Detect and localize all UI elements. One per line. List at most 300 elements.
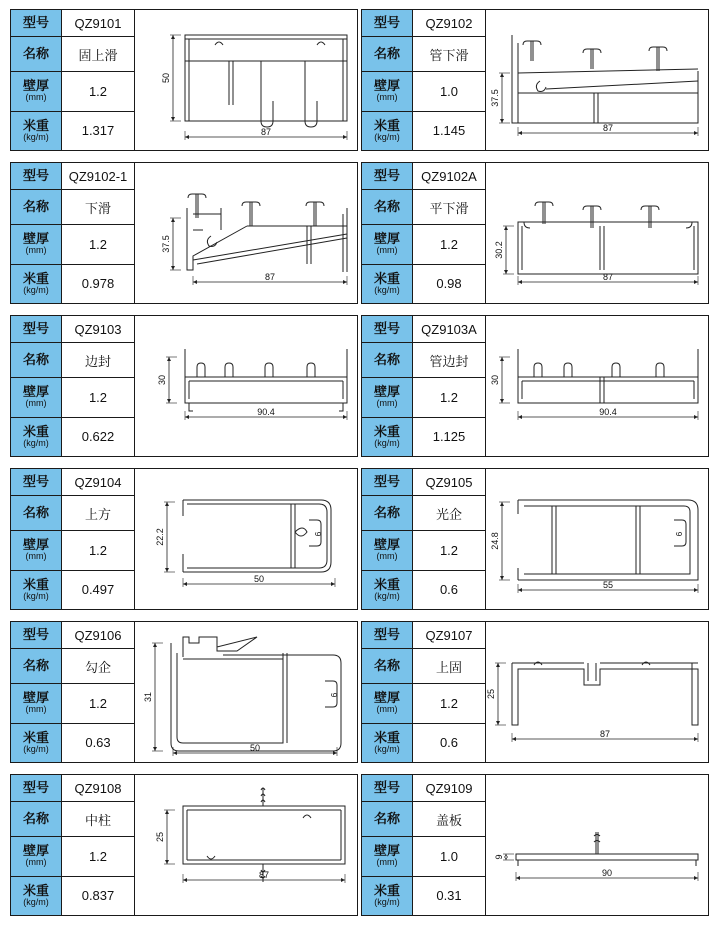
name-label [11,343,62,378]
label-weight-top: 米重 [373,423,400,439]
name-label [11,802,62,837]
name-label [362,37,413,72]
wall-thickness-value [62,224,135,264]
profile-outline [516,854,698,860]
profile-card-qz9106 [10,621,358,763]
label-model: 型号 [373,780,400,796]
clip-line [523,41,541,45]
profile-card-qz9103 [10,315,358,457]
weight-label [362,111,413,150]
profile-card-qz9101 [10,9,358,151]
label-name: 名称 [22,352,49,368]
wall-thickness-value [413,683,486,723]
wall-thickness-label [362,836,413,876]
wall: 1.2 [439,389,459,405]
profile-line [305,101,317,127]
bump-line [307,363,315,377]
name-label [362,649,413,684]
label-wall-unit: (mm) [25,704,47,715]
weight-label [362,570,413,609]
profile-line [524,222,530,228]
label-name: 名称 [373,352,400,368]
wall: 1.2 [88,83,108,99]
profile-drawing [488,623,706,761]
name: 平下滑 [429,200,469,216]
label-name: 名称 [373,46,400,62]
label-name: 名称 [22,505,49,521]
profile-drawing [488,776,706,914]
label-wall-top: 壁厚 [22,843,49,859]
label-wall-top: 壁厚 [373,537,400,553]
weight: 0.31 [436,888,462,904]
profile-drawing [137,623,355,761]
spec-table [362,469,486,609]
label-weight-unit: (kg/m) [23,590,49,601]
model-label [362,163,413,190]
dimension-label: 25 [486,688,496,700]
weight-value [413,417,486,456]
profile-outline [183,806,345,864]
label-weight-unit: (kg/m) [23,131,49,142]
profile-drawing [137,317,355,455]
label-wall-unit: (mm) [25,92,47,103]
model-label [11,622,62,649]
wall-thickness-value [62,836,135,876]
profile-card-qz9107 [361,621,709,763]
dimension-label: 87 [260,127,272,137]
bump-line [612,363,620,377]
label-wall-top: 壁厚 [373,690,400,706]
wall-thickness-label [11,683,62,723]
profile-line [197,238,347,264]
spec-table [362,10,486,150]
label-weight-unit: (kg/m) [374,131,400,142]
wall-thickness-value [413,377,486,417]
label-name: 名称 [373,811,400,827]
wall-thickness-value [62,683,135,723]
wall-thickness-value [413,224,486,264]
name-value [62,37,135,72]
label-model: 型号 [22,780,49,796]
wall-thickness-value [62,71,135,111]
label-wall-unit: (mm) [376,857,398,868]
model: QZ9105 [425,474,473,490]
profile-line [189,403,193,411]
weight-value [413,876,486,915]
wall-thickness-label [362,377,413,417]
model-label [362,10,413,37]
model: QZ9103 [74,321,122,337]
label-weight-top: 米重 [373,576,400,592]
spec-table [11,469,135,609]
label-wall-top: 壁厚 [373,843,400,859]
profile-line [518,69,698,73]
bump-line [534,363,542,377]
model-value [62,469,135,496]
spec-table [362,775,486,915]
label-model: 型号 [22,15,49,31]
model: QZ9106 [74,627,122,643]
label-wall-unit: (mm) [25,857,47,868]
clip-line [649,47,667,51]
profile-drawing [488,164,706,302]
spec-table [11,316,135,456]
profile-drawing [488,317,706,455]
profile-line [177,653,283,743]
label-weight-unit: (kg/m) [23,437,49,448]
dimension-label: 37.5 [490,89,500,107]
profile-line [187,504,327,568]
profile-line [518,500,698,580]
dimension-label: 87 [599,729,611,739]
model-value [62,622,135,649]
profile-line [303,815,311,818]
label-name: 名称 [22,811,49,827]
spec-table [11,775,135,915]
label-weight-unit: (kg/m) [374,437,400,448]
label-model: 型号 [22,474,49,490]
clip-line [535,202,553,206]
weight: 0.837 [81,888,115,904]
model-label [362,775,413,802]
wall-thickness-value [62,530,135,570]
bump-line [265,363,273,377]
profile-card-qz9108 [10,774,358,916]
label-name: 名称 [373,199,400,215]
wall: 1.2 [88,695,108,711]
model-label [11,469,62,496]
dimension-label: 6 [675,531,684,537]
label-weight-top: 米重 [373,729,400,745]
model-label [362,316,413,343]
wall: 1.2 [88,848,108,864]
profile-line [183,500,331,572]
label-wall-unit: (mm) [25,551,47,562]
label-weight-unit: (kg/m) [23,284,49,295]
model-value [413,316,486,343]
label-weight-top: 米重 [373,117,400,133]
label-name: 名称 [22,658,49,674]
label-wall-top: 壁厚 [22,690,49,706]
profile-drawing [137,470,355,608]
profile-line [261,101,273,127]
label-name: 名称 [373,505,400,521]
wall: 1.2 [88,542,108,558]
dimension-label: 30 [490,374,500,386]
spec-table [362,622,486,762]
weight-label [11,723,62,762]
dimension-label: 9 [494,854,504,860]
profile-line [686,222,692,228]
wall-thickness-label [11,71,62,111]
profile-line [185,349,347,403]
model-value [62,163,135,190]
weight: 0.497 [81,582,115,598]
name: 管边封 [429,353,469,369]
dimension-label: 50 [249,743,261,753]
dimension-label: 6 [330,692,339,698]
weight-value [62,876,135,915]
weight: 1.317 [81,123,115,139]
wall-thickness-label [362,224,413,264]
weight-label [362,417,413,456]
profile-card-qz9105 [361,468,709,610]
profile-drawing [137,164,355,302]
weight-label [11,876,62,915]
label-weight-unit: (kg/m) [23,896,49,907]
dimension-label: 55 [602,580,614,590]
label-weight-unit: (kg/m) [23,743,49,754]
name: 管下滑 [429,47,469,63]
dimension-label: 87 [258,870,270,880]
name-label [11,496,62,531]
label-weight-top: 米重 [373,270,400,286]
weight: 0.98 [436,276,462,292]
label-weight-unit: (kg/m) [374,896,400,907]
weight-value [413,264,486,303]
clip-line [242,202,260,206]
wall-thickness-label [11,836,62,876]
name: 中柱 [84,812,111,828]
model-label [362,622,413,649]
model: QZ9102A [421,168,477,184]
profile-line [183,637,257,657]
name-value [413,190,486,225]
spec-table [362,163,486,303]
model-value [413,10,486,37]
profile-line [339,403,343,411]
label-wall-top: 壁厚 [373,231,400,247]
name-label [11,37,62,72]
dimension-label: 24.8 [490,532,500,550]
clip-line [583,49,601,53]
dimension-label: 90.4 [257,407,275,417]
wall: 1.2 [88,236,108,252]
name-value [62,802,135,837]
wall-thickness-value [62,377,135,417]
profile-line [207,856,215,859]
label-model: 型号 [373,321,400,337]
label-wall-top: 壁厚 [22,78,49,94]
dimension-label: 25 [155,831,165,843]
name-label [362,802,413,837]
label-wall-top: 壁厚 [22,384,49,400]
profile-line [518,349,698,403]
profile-card-qz9103a [361,315,709,457]
weight-label [362,264,413,303]
bump-line [197,363,205,377]
dimension-label: 22.2 [155,528,165,546]
wall: 1.2 [439,695,459,711]
model: QZ9109 [425,780,473,796]
weight-value [413,570,486,609]
dimension-label: 90 [601,868,613,878]
name-value [413,343,486,378]
label-model: 型号 [373,168,400,184]
spec-table [11,622,135,762]
label-model: 型号 [373,15,400,31]
weight-label [362,723,413,762]
model-value [413,622,486,649]
name: 固上滑 [78,47,118,63]
label-weight-top: 米重 [22,423,49,439]
name-value [62,496,135,531]
weight-value [62,417,135,456]
profile-card-qz9102a [361,162,709,304]
weight: 0.6 [439,582,459,598]
label-wall-top: 壁厚 [373,384,400,400]
profile-line [512,663,698,725]
wall-thickness-value [413,530,486,570]
dimension-label: 87 [602,123,614,133]
spec-table [362,316,486,456]
profile-outline [185,35,347,121]
wall-thickness-label [11,224,62,264]
model-value [413,775,486,802]
dimension-label: 37.5 [161,235,171,253]
name-value [413,649,486,684]
weight: 1.145 [432,123,466,139]
profile-line [215,42,223,45]
profile-card-qz9102 [361,9,709,151]
model: QZ9102-1 [68,168,128,184]
weight-label [11,570,62,609]
weight-label [11,111,62,150]
model-label [11,10,62,37]
label-name: 名称 [22,46,49,62]
model-value [413,163,486,190]
weight-value [62,570,135,609]
name: 盖板 [435,812,462,828]
name-label [362,343,413,378]
model: QZ9102 [425,15,473,31]
spec-table [11,10,135,150]
dimension-label: 30 [157,374,167,386]
name-value [62,190,135,225]
profile-line [512,35,698,123]
wall: 1.0 [439,83,459,99]
bump-line [656,363,664,377]
profile-line [524,506,690,574]
label-wall-unit: (mm) [376,398,398,409]
label-wall-unit: (mm) [25,245,47,256]
profile-card-qz9102-1 [10,162,358,304]
label-name: 名称 [373,658,400,674]
dimension-label: 31 [143,691,153,703]
model: QZ9107 [425,627,473,643]
name-value [413,496,486,531]
label-wall-top: 壁厚 [373,78,400,94]
name-value [413,802,486,837]
dimension-label: 50 [253,574,265,584]
name-value [62,343,135,378]
weight-label [11,264,62,303]
dimension-label: 87 [264,272,276,282]
profile-line [193,234,347,260]
wall-thickness-value [413,71,486,111]
profile-line [317,42,325,45]
weight: 1.125 [432,429,466,445]
dimension-label: 50 [161,72,171,84]
label-model: 型号 [22,168,49,184]
wall-thickness-label [362,530,413,570]
clip-line [306,202,324,206]
wall-thickness-label [362,71,413,111]
profile-card-qz9104 [10,468,358,610]
name: 上方 [84,506,111,522]
model-label [11,316,62,343]
name: 勾企 [84,659,111,675]
model-value [62,316,135,343]
model: QZ9108 [74,780,122,796]
wall: 1.2 [88,389,108,405]
label-model: 型号 [373,627,400,643]
model-value [413,469,486,496]
name-value [62,649,135,684]
label-weight-top: 米重 [22,270,49,286]
wall-thickness-label [362,683,413,723]
clip-line [641,206,659,210]
name-label [362,496,413,531]
model: QZ9104 [74,474,122,490]
label-weight-unit: (kg/m) [374,743,400,754]
clip-line [583,206,601,210]
name: 边封 [84,353,111,369]
dimension-label: 6 [314,531,323,537]
name-label [11,649,62,684]
weight-value [413,723,486,762]
weight: 0.6 [439,735,459,751]
label-wall-unit: (mm) [376,245,398,256]
name-value [413,37,486,72]
label-weight-top: 米重 [22,882,49,898]
name-label [362,190,413,225]
weight-value [413,111,486,150]
model-value [62,775,135,802]
label-model: 型号 [373,474,400,490]
label-weight-top: 米重 [22,729,49,745]
profile-line [594,835,600,843]
name: 上固 [435,659,462,675]
name-label [11,190,62,225]
label-wall-top: 壁厚 [22,537,49,553]
name: 下滑 [84,200,111,216]
label-model: 型号 [22,627,49,643]
label-model: 型号 [22,321,49,337]
weight: 0.622 [81,429,115,445]
model-label [11,163,62,190]
label-weight-unit: (kg/m) [374,284,400,295]
profile-line [546,81,698,89]
profile-drawing [488,11,706,149]
label-wall-unit: (mm) [376,704,398,715]
label-wall-unit: (mm) [376,551,398,562]
bump-line [225,363,233,377]
clip-line [188,194,206,198]
model-label [362,469,413,496]
weight-label [362,876,413,915]
profile-line [536,81,546,92]
wall-thickness-label [11,530,62,570]
model-value [62,10,135,37]
profile-drawing [137,11,355,149]
weight: 0.978 [81,276,115,292]
wall-thickness-value [413,836,486,876]
label-weight-top: 米重 [373,882,400,898]
model-label [11,775,62,802]
weight-value [62,264,135,303]
profile-line [295,528,307,536]
